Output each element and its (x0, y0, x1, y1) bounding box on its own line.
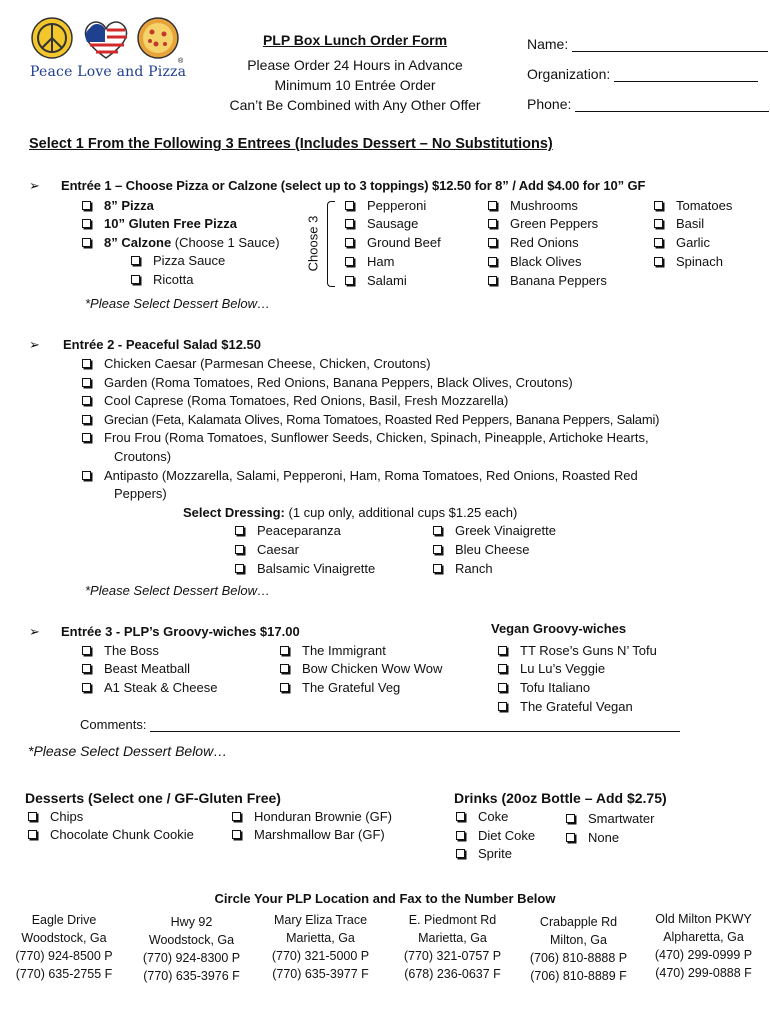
entree1-option[interactable]: 10” Gluten Free Pizza (82, 216, 237, 231)
entree1-option[interactable]: 8” Calzone (Choose 1 Sauce) (82, 235, 280, 250)
entree1-heading: Entrée 1 – Choose Pizza or Calzone (select up to 3 toppings) $12.50 for 8” / Add $4.00 for 10” GF (61, 178, 646, 193)
checkbox[interactable] (456, 849, 465, 858)
comments-input-line[interactable] (150, 731, 680, 732)
checkbox[interactable] (456, 812, 465, 821)
checkbox[interactable] (345, 276, 354, 285)
topping-option[interactable]: Green Peppers (488, 216, 598, 231)
organization-input-line[interactable] (614, 81, 758, 82)
phone-field[interactable] (527, 96, 769, 112)
location-block[interactable]: Crabapple Rd Milton, Ga (706) 810-8888 P (706) 810-8889 F (529, 915, 628, 983)
checkbox[interactable] (654, 238, 663, 247)
vegan-option[interactable]: Lu Lu’s Veggie (498, 661, 605, 676)
dressing-option[interactable]: Peaceparanza (235, 523, 341, 538)
pizza-icon (138, 18, 178, 58)
arrow-bullet-icon: ➢ (29, 624, 40, 639)
salad-option-cont: Peppers) (114, 486, 167, 501)
name-input-line[interactable] (572, 51, 768, 52)
header-line: Please Order 24 Hours in Advance (247, 57, 463, 73)
topping-option[interactable]: Banana Peppers (488, 273, 607, 288)
topping-option[interactable]: Salami (345, 273, 407, 288)
name-field[interactable] (527, 36, 768, 52)
checkbox[interactable] (433, 545, 442, 554)
checkbox[interactable] (232, 812, 241, 821)
checkbox[interactable] (82, 415, 91, 424)
desserts-heading: Desserts (Select one / GF-Gluten Free) (25, 790, 281, 806)
dressing-option[interactable]: Bleu Cheese (433, 542, 529, 557)
topping-option[interactable]: Basil (654, 216, 704, 231)
drink-option[interactable]: Smartwater (566, 811, 654, 826)
topping-option[interactable]: Red Onions (488, 235, 579, 250)
salad-option[interactable]: Grecian (Feta, Kalamata Olives, Roma Tomatoes, Roasted Red Peppers, Banana Peppers, Salami) (82, 412, 659, 427)
drink-option[interactable]: Sprite (456, 846, 512, 861)
salad-option[interactable]: Antipasto (Mozzarella, Salami, Pepperoni, Ham, Roma Tomatoes, Red Onions, Roasted Red (82, 468, 638, 483)
topping-option[interactable]: Sausage (345, 216, 418, 231)
form-title: PLP Box Lunch Order Form (262, 32, 448, 48)
location-block[interactable]: E. Piedmont Rd Marietta, Ga (770) 321-0757 P (678) 236-0637 F (403, 913, 502, 981)
checkbox[interactable] (345, 201, 354, 210)
dressing-option[interactable]: Ranch (433, 561, 493, 576)
drink-option[interactable]: None (566, 830, 619, 845)
location-block[interactable]: Hwy 92 Woodstock, Ga (770) 924-8300 P (770) 635-3976 F (142, 915, 241, 983)
entree2-heading: Entrée 2 - Peaceful Salad $12.50 (63, 337, 261, 352)
dessert-option[interactable]: Chocolate Chunk Cookie (28, 827, 194, 842)
dessert-note: *Please Select Dessert Below… (85, 583, 270, 598)
dessert-option[interactable]: Marshmallow Bar (GF) (232, 827, 385, 842)
peace-sign-icon (32, 18, 72, 58)
checkbox[interactable] (235, 564, 244, 573)
checkbox[interactable] (456, 831, 465, 840)
sandwich-option[interactable]: The Grateful Veg (280, 680, 400, 695)
checkbox[interactable] (232, 830, 241, 839)
comments-label: Comments: (80, 717, 147, 732)
checkbox[interactable] (280, 683, 289, 692)
topping-option[interactable]: Garlic (654, 235, 710, 250)
locations-heading: Circle Your PLP Location and Fax to the Number Below (214, 891, 556, 906)
checkbox[interactable] (280, 664, 289, 673)
logo (28, 14, 188, 88)
drinks-heading: Drinks (20oz Bottle – Add $2.75) (454, 790, 667, 806)
choose-label: Choose 3 (305, 215, 321, 272)
checkbox[interactable] (654, 257, 663, 266)
checkbox[interactable] (82, 359, 91, 368)
checkbox[interactable] (498, 683, 507, 692)
checkbox[interactable] (82, 471, 91, 480)
organization-field[interactable] (527, 66, 758, 82)
location-block[interactable]: Old Milton PKWY Alpharetta, Ga (470) 299-0999 P (470) 299-0888 F (654, 912, 753, 980)
vegan-heading: Vegan Groovy-wiches (491, 621, 627, 636)
phone-label: Phone: (527, 96, 572, 112)
dressing-option[interactable]: Caesar (235, 542, 299, 557)
dressing-option[interactable]: Greek Vinaigrette (433, 523, 556, 538)
checkbox[interactable] (345, 238, 354, 247)
topping-option[interactable]: Tomatoes (654, 198, 732, 213)
dessert-note: *Please Select Dessert Below… (85, 296, 270, 311)
organization-label: Organization: (527, 66, 611, 82)
checkbox[interactable] (82, 433, 91, 442)
checkbox[interactable] (488, 238, 497, 247)
entree1-option[interactable]: 8” Pizza (82, 198, 154, 213)
dressing-heading: Select Dressing: (1 cup only, additional cups $1.25 each) (183, 505, 518, 520)
arrow-bullet-icon: ➢ (29, 178, 40, 193)
header-line: Can’t Be Combined with Any Other Offer (229, 97, 481, 113)
checkbox[interactable] (488, 219, 497, 228)
dessert-option[interactable]: Honduran Brownie (GF) (232, 809, 392, 824)
checkbox[interactable] (82, 646, 91, 655)
location-block[interactable]: Mary Eliza Trace Marietta, Ga (770) 321-5000 P (770) 635-3977 F (271, 913, 370, 981)
name-label: Name: (527, 36, 569, 52)
logo-text: Peace Love and Pizza (30, 64, 187, 80)
salad-option[interactable]: Garden (Roma Tomatoes, Red Onions, Banana Peppers, Black Olives, Croutons) (82, 375, 573, 390)
sandwich-option[interactable]: A1 Steak & Cheese (82, 680, 217, 695)
checkbox[interactable] (433, 564, 442, 573)
checkbox[interactable] (498, 702, 507, 711)
choose-bracket (327, 201, 335, 287)
checkbox[interactable] (488, 257, 497, 266)
entree3-heading: Entrée 3 - PLP’s Groovy-wiches $17.00 (61, 624, 300, 639)
drink-option[interactable]: Diet Coke (456, 828, 535, 843)
checkbox[interactable] (566, 833, 575, 842)
flag-heart-icon (85, 22, 127, 58)
vegan-option[interactable]: TT Rose’s Guns N’ Tofu (498, 643, 657, 658)
salad-option[interactable]: Chicken Caesar (Parmesan Cheese, Chicken, Croutons) (82, 356, 431, 371)
checkbox[interactable] (433, 526, 442, 535)
salad-option[interactable]: Cool Caprese (Roma Tomatoes, Red Onions, Basil, Fresh Mozzarella) (82, 393, 508, 408)
drink-option[interactable]: Coke (456, 809, 508, 824)
checkbox[interactable] (82, 683, 91, 692)
checkbox[interactable] (498, 646, 507, 655)
salad-option-cont: Croutons) (114, 449, 172, 464)
checkbox[interactable] (654, 201, 663, 210)
sauce-option[interactable]: Ricotta (131, 272, 193, 287)
checkbox[interactable] (131, 275, 140, 284)
checkbox[interactable] (28, 812, 37, 821)
vegan-option[interactable]: Tofu Italiano (498, 680, 590, 695)
arrow-bullet-icon: ➢ (29, 337, 40, 352)
sandwich-option[interactable]: The Immigrant (280, 643, 386, 658)
topping-option[interactable]: Spinach (654, 254, 723, 269)
dressing-option[interactable]: Balsamic Vinaigrette (235, 561, 375, 576)
checkbox[interactable] (131, 256, 140, 265)
checkbox[interactable] (235, 545, 244, 554)
comments-field[interactable] (80, 717, 680, 732)
header-line: Minimum 10 Entrée Order (274, 77, 436, 93)
checkbox[interactable] (235, 526, 244, 535)
checkbox[interactable] (82, 201, 91, 210)
dessert-note: *Please Select Dessert Below… (28, 743, 228, 759)
topping-option[interactable]: Ground Beef (345, 235, 441, 250)
salad-option[interactable]: Frou Frou (Roma Tomatoes, Sunflower Seeds, Chicken, Spinach, Pineapple, Artichoke Hearts, (82, 430, 649, 445)
checkbox[interactable] (654, 219, 663, 228)
checkbox[interactable] (28, 830, 37, 839)
location-block[interactable]: Eagle Drive Woodstock, Ga (770) 924-8500 P (770) 635-2755 F (15, 913, 113, 981)
vegan-option[interactable]: The Grateful Vegan (498, 699, 633, 714)
checkbox[interactable] (82, 664, 91, 673)
checkbox[interactable] (82, 378, 91, 387)
checkbox[interactable] (345, 219, 354, 228)
dessert-option[interactable]: Chips (28, 809, 83, 824)
checkbox[interactable] (82, 238, 91, 247)
sauce-option[interactable]: Pizza Sauce (131, 253, 225, 268)
sandwich-option[interactable]: Beast Meatball (82, 661, 190, 676)
topping-option[interactable]: Mushrooms (488, 198, 578, 213)
checkbox[interactable] (498, 664, 507, 673)
checkbox[interactable] (345, 257, 354, 266)
topping-option[interactable]: Pepperoni (345, 198, 426, 213)
sandwich-option[interactable]: Bow Chicken Wow Wow (280, 661, 442, 676)
checkbox[interactable] (566, 814, 575, 823)
checkbox[interactable] (488, 276, 497, 285)
checkbox[interactable] (82, 396, 91, 405)
svg-text:®: ® (178, 58, 184, 65)
checkbox[interactable] (280, 646, 289, 655)
phone-input-line[interactable] (575, 111, 769, 112)
topping-option[interactable]: Ham (345, 254, 394, 269)
select-heading: Select 1 From the Following 3 Entrees (Includes Dessert – No Substitutions) (29, 136, 553, 152)
checkbox[interactable] (82, 219, 91, 228)
checkbox[interactable] (488, 201, 497, 210)
topping-option[interactable]: Black Olives (488, 254, 582, 269)
sandwich-option[interactable]: The Boss (82, 643, 159, 658)
